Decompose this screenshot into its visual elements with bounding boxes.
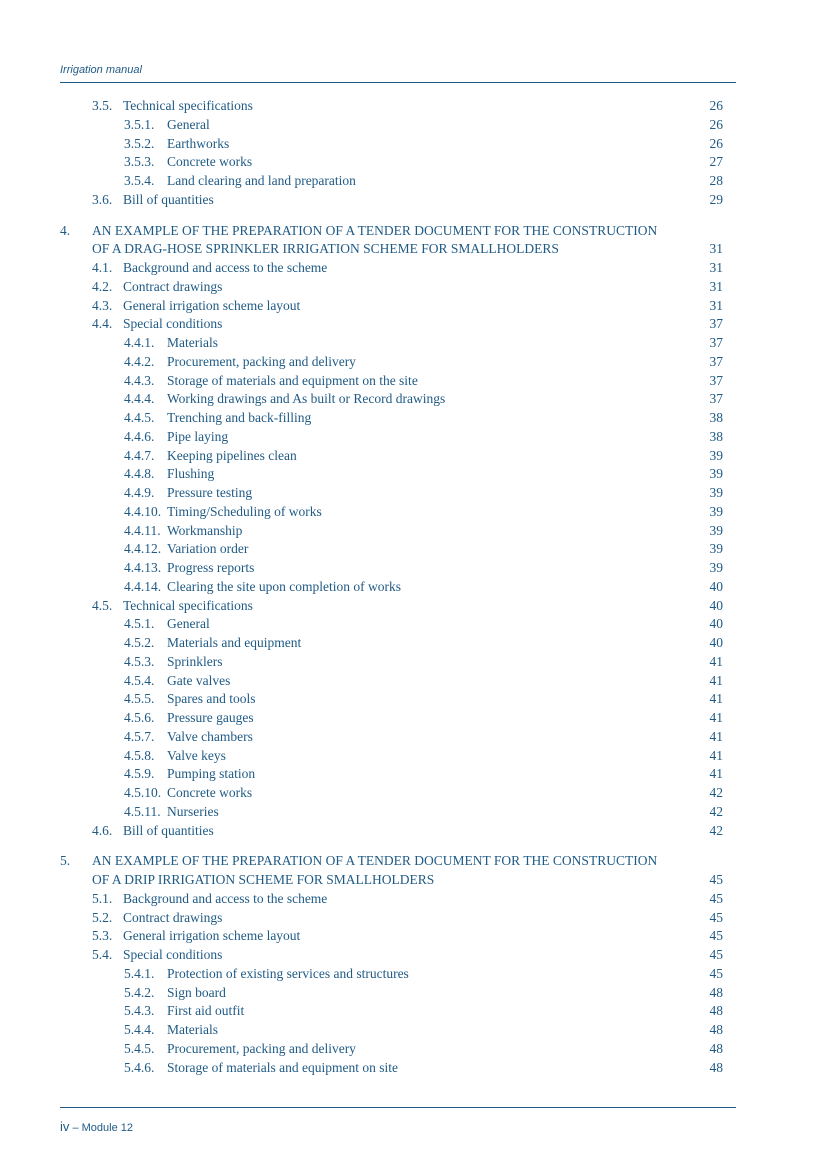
chapter-number: 5. <box>60 853 71 869</box>
toc-entry-number: 4.4.13. <box>124 560 162 575</box>
toc-entry-number: 4.5.8. <box>124 747 155 763</box>
toc-entry[interactable] <box>0 97 826 116</box>
toc-entry-title: Protection of existing services and structures <box>167 965 409 981</box>
toc-entry-number: 4.5.6. <box>124 710 155 725</box>
header-rule <box>60 82 736 83</box>
toc-entry-number: 4.4.4. <box>124 391 155 407</box>
toc-entry-page: 48 <box>709 1003 723 1019</box>
toc-entry[interactable] <box>0 765 826 784</box>
toc-entry-number: 4.4.9. <box>124 485 155 500</box>
toc-entry-number: 4.4.7. <box>124 447 155 463</box>
toc-entry-page: 27 <box>709 154 723 170</box>
toc-entry-page: 45 <box>709 928 723 944</box>
toc-entry-page: 45 <box>709 965 723 981</box>
toc-entry-page: 31 <box>709 278 723 294</box>
toc-entry-title: Keeping pipelines clean <box>167 447 297 463</box>
chapter-title-line-2: OF A DRAG-HOSE SPRINKLER IRRIGATION SCHEME FOR SMALLHOLDERS <box>92 241 559 257</box>
toc-entry[interactable] <box>0 191 826 210</box>
toc-entry[interactable] <box>0 334 826 353</box>
toc-entry[interactable] <box>0 747 826 766</box>
toc-entry-title: General <box>167 616 210 632</box>
toc-entry[interactable] <box>0 890 826 909</box>
toc-entry[interactable] <box>0 1059 826 1078</box>
chapter-4-entries <box>0 259 826 840</box>
toc-entry-number: 3.5.2. <box>124 135 155 151</box>
toc-entry-number: 4.5.7. <box>124 728 155 744</box>
toc-entry-number: 3.5.3. <box>124 154 155 170</box>
toc-entry-page: 37 <box>709 372 723 388</box>
toc-entry-page: 41 <box>709 691 723 707</box>
toc-entry[interactable] <box>0 653 826 672</box>
toc-entry-page: 39 <box>709 560 723 575</box>
toc-entry[interactable] <box>0 390 826 409</box>
toc-entry[interactable] <box>0 728 826 747</box>
toc-entry[interactable] <box>0 353 826 372</box>
toc-entry[interactable] <box>0 822 826 841</box>
toc-entry-number: 5.2. <box>92 909 113 925</box>
toc-entry-page: 48 <box>709 984 723 1000</box>
chapter-title-line-1: AN EXAMPLE OF THE PREPARATION OF A TENDER DOCUMENT FOR THE CONSTRUCTION <box>92 853 658 869</box>
toc-entry-page: 45 <box>709 947 723 962</box>
toc-entry-page: 40 <box>709 578 723 594</box>
toc-entry[interactable] <box>0 503 826 522</box>
chapter-5-entries <box>0 890 826 1078</box>
toc-entry-title: Earthworks <box>167 135 230 151</box>
toc-entry-title: Storage of materials and equipment on the site <box>167 372 418 388</box>
toc-entry-page: 48 <box>709 1022 723 1037</box>
toc-entry-page: 37 <box>709 335 723 350</box>
toc-entry[interactable] <box>0 909 826 928</box>
toc-entry-page: 29 <box>709 191 723 207</box>
toc-entry-number: 4.5. <box>92 597 113 613</box>
page-footer <box>60 1119 133 1134</box>
toc-entry-number: 4.5.5. <box>124 691 155 707</box>
toc-entry-title: Land clearing and land preparation <box>167 173 356 188</box>
toc-entry[interactable] <box>0 984 826 1003</box>
toc-entry-number: 4.4.5. <box>124 410 155 425</box>
chapter-page-number: 45 <box>709 872 723 887</box>
toc-entry-title: Pumping station <box>167 766 256 782</box>
toc-entry-title: Pressure gauges <box>167 710 254 725</box>
toc-entry-page: 48 <box>709 1059 723 1075</box>
toc-entry-number: 4.5.10. <box>124 785 162 800</box>
toc-entry-title: Special conditions <box>123 316 223 332</box>
toc-entry-number: 5.4.6. <box>124 1059 155 1075</box>
toc-entry[interactable] <box>0 946 826 965</box>
toc-entry[interactable] <box>0 172 826 191</box>
toc-entry-title: Contract drawings <box>123 278 223 294</box>
toc-entry-title: Nurseries <box>167 803 219 819</box>
toc-entry-title: Sign board <box>167 984 226 1000</box>
chapter-title-line-1: AN EXAMPLE OF THE PREPARATION OF A TENDER DOCUMENT FOR THE CONSTRUCTION <box>92 222 658 238</box>
toc-entry-title: Valve keys <box>167 747 226 763</box>
toc-entry-title: Special conditions <box>123 947 223 962</box>
toc-entry[interactable] <box>0 803 826 822</box>
toc-entry-page: 41 <box>709 766 723 782</box>
toc-entry-page: 42 <box>709 822 723 838</box>
toc-entry-title: Materials <box>167 1022 218 1037</box>
toc-entry[interactable] <box>0 135 826 154</box>
toc-entry-number: 5.4.4. <box>124 1022 155 1037</box>
toc-entry-title: Procurement, packing and delivery <box>167 1040 356 1056</box>
toc-entry-number: 4.5.1. <box>124 616 155 632</box>
toc-entry-number: 4.2. <box>92 278 113 294</box>
toc-entry-title: General irrigation scheme layout <box>123 928 301 944</box>
toc-entry-title: Pressure testing <box>167 485 253 500</box>
toc-entry[interactable] <box>0 1021 826 1040</box>
toc-entry-number: 5.4.5. <box>124 1040 155 1056</box>
toc-entry[interactable] <box>0 540 826 559</box>
toc-entry-number: 3.5. <box>92 98 113 113</box>
toc-entry[interactable] <box>0 315 826 334</box>
toc-entry-number: 5.4.1. <box>124 965 155 981</box>
toc-entry-page: 40 <box>709 597 723 613</box>
toc-entry[interactable] <box>0 428 826 447</box>
toc-entry[interactable] <box>0 278 826 297</box>
toc-entry[interactable] <box>0 153 826 172</box>
toc-entry-title: Flushing <box>167 466 215 482</box>
toc-entry[interactable] <box>0 1040 826 1059</box>
toc-entry-title: Sprinklers <box>167 653 223 669</box>
toc-entry-page: 48 <box>709 1040 723 1056</box>
toc-entry[interactable] <box>0 447 826 466</box>
toc-entry-number: 5.4.3. <box>124 1003 155 1019</box>
footer-rule <box>60 1107 736 1108</box>
table-of-contents <box>0 97 826 1077</box>
toc-entry[interactable] <box>0 259 826 278</box>
toc-entry-title: General <box>167 116 210 132</box>
toc-entry[interactable] <box>0 597 826 616</box>
toc-entry-number: 4.4.14. <box>124 578 162 594</box>
toc-entry-title: Background and access to the scheme <box>123 890 328 906</box>
toc-entry-number: 4.6. <box>92 822 113 838</box>
toc-entry-page: 39 <box>709 522 723 538</box>
toc-entry-title: Technical specifications <box>123 597 253 613</box>
toc-entry-number: 5.4.2. <box>124 984 155 1000</box>
toc-entry-number: 4.1. <box>92 260 113 275</box>
toc-entry-title: Materials and equipment <box>167 635 302 650</box>
toc-entry-page: 39 <box>709 541 723 557</box>
toc-entry-title: First aid outfit <box>167 1003 245 1019</box>
toc-entry-title: Contract drawings <box>123 909 223 925</box>
toc-entry[interactable] <box>0 927 826 946</box>
toc-entry[interactable] <box>0 672 826 691</box>
toc-entry-page: 41 <box>709 728 723 744</box>
toc-entry-title: Trenching and back-filling <box>167 410 312 425</box>
toc-entry-number: 4.4.6. <box>124 428 155 444</box>
toc-entry-number: 4.5.11. <box>124 803 161 819</box>
toc-entry-number: 3.6. <box>92 191 113 207</box>
toc-entry-title: Gate valves <box>167 672 231 688</box>
toc-entry-title: Working drawings and As built or Record drawings <box>167 391 446 407</box>
toc-entry-page: 45 <box>709 909 723 925</box>
toc-entry-page: 39 <box>709 447 723 463</box>
page-label: iv <box>60 1119 70 1134</box>
toc-entry-page: 39 <box>709 466 723 482</box>
running-header: Irrigation manual <box>60 64 142 76</box>
toc-entry-number: 4.4. <box>92 316 113 332</box>
toc-entry-page: 41 <box>709 710 723 725</box>
toc-entry-number: 3.5.1. <box>124 116 155 132</box>
toc-entry[interactable] <box>0 372 826 391</box>
toc-entry[interactable] <box>0 709 826 728</box>
toc-entry-number: 4.3. <box>92 297 113 313</box>
toc-entry-title: Timing/Scheduling of works <box>167 503 322 519</box>
toc-entry-number: 4.4.1. <box>124 335 155 350</box>
toc-entry-number: 3.5.4. <box>124 173 155 188</box>
toc-entry-page: 40 <box>709 616 723 632</box>
toc-entry-title: General irrigation scheme layout <box>123 297 301 313</box>
toc-entry-title: Concrete works <box>167 785 253 800</box>
toc-entry[interactable] <box>0 465 826 484</box>
toc-entry-number: 4.5.3. <box>124 653 155 669</box>
toc-entry-page: 37 <box>709 353 723 369</box>
toc-entry[interactable] <box>0 297 826 316</box>
toc-entry-title: Technical specifications <box>123 98 253 113</box>
toc-entry-page: 26 <box>709 98 723 113</box>
toc-entry-page: 26 <box>709 135 723 151</box>
toc-entry-title: Valve chambers <box>167 728 253 744</box>
toc-entry-page: 31 <box>709 297 723 313</box>
toc-entry[interactable] <box>0 1002 826 1021</box>
toc-entry-title: Storage of materials and equipment on site <box>167 1059 398 1075</box>
toc-entry-page: 28 <box>709 173 723 188</box>
toc-entry-title: Pipe laying <box>167 428 229 444</box>
toc-entry-page: 40 <box>709 635 723 650</box>
toc-entry-page: 42 <box>709 785 723 800</box>
toc-entry[interactable] <box>0 484 826 503</box>
toc-entry-title: Background and access to the scheme <box>123 260 328 275</box>
toc-entry[interactable] <box>0 784 826 803</box>
toc-entry-title: Variation order <box>167 541 249 557</box>
toc-entry[interactable] <box>0 409 826 428</box>
toc-entry-page: 31 <box>709 260 723 275</box>
toc-entry[interactable] <box>0 615 826 634</box>
toc-entry-number: 4.4.12. <box>124 541 162 557</box>
toc-entry[interactable] <box>0 634 826 653</box>
toc-entry-number: 4.5.9. <box>124 766 155 782</box>
toc-entry-number: 4.4.10. <box>124 503 162 519</box>
module-label: – Module 12 <box>69 1122 133 1134</box>
toc-entry-page: 26 <box>709 116 723 132</box>
toc-entry-title: Concrete works <box>167 154 253 170</box>
toc-entry-number: 4.5.2. <box>124 635 155 650</box>
toc-entry-title: Materials <box>167 335 218 350</box>
chapter-4-heading[interactable] <box>0 222 826 260</box>
toc-entry-page: 45 <box>709 890 723 906</box>
toc-entry-title: Bill of quantities <box>123 191 214 207</box>
chapter-5-heading[interactable] <box>0 852 826 890</box>
toc-entry-page: 41 <box>709 653 723 669</box>
toc-entry-page: 41 <box>709 672 723 688</box>
toc-entry-title: Procurement, packing and delivery <box>167 353 356 369</box>
toc-entry[interactable] <box>0 965 826 984</box>
toc-entry[interactable] <box>0 559 826 578</box>
toc-entry-number: 5.3. <box>92 928 113 944</box>
chapter-number: 4. <box>60 222 71 238</box>
toc-entry-page: 37 <box>709 316 723 332</box>
toc-entry[interactable] <box>0 116 826 135</box>
toc-entry-number: 5.4. <box>92 947 113 962</box>
toc-entry-page: 38 <box>709 428 723 444</box>
toc-entry-page: 39 <box>709 485 723 500</box>
toc-entry-title: Workmanship <box>167 522 243 538</box>
toc-entry-title: Spares and tools <box>167 691 256 707</box>
toc-entry-number: 4.5.4. <box>124 672 155 688</box>
toc-entry[interactable] <box>0 578 826 597</box>
toc-entry-number: 4.4.8. <box>124 466 155 482</box>
toc-entry-page: 42 <box>709 803 723 819</box>
toc-entry-title: Progress reports <box>167 560 255 575</box>
section-3-tail <box>0 97 826 210</box>
toc-entry-title: Bill of quantities <box>123 822 214 838</box>
toc-entry-number: 4.4.11. <box>124 522 161 538</box>
toc-entry[interactable] <box>0 690 826 709</box>
toc-entry-number: 4.4.2. <box>124 353 155 369</box>
toc-entry-title: Clearing the site upon completion of works <box>167 578 401 594</box>
chapter-page-number: 31 <box>709 241 723 257</box>
toc-entry-page: 39 <box>709 503 723 519</box>
toc-entry-page: 38 <box>709 410 723 425</box>
toc-entry-page: 41 <box>709 747 723 763</box>
chapter-title-line-2: OF A DRIP IRRIGATION SCHEME FOR SMALLHOLDERS <box>92 872 435 887</box>
toc-entry-number: 5.1. <box>92 890 113 906</box>
toc-entry-number: 4.4.3. <box>124 372 155 388</box>
toc-entry[interactable] <box>0 522 826 541</box>
toc-entry-page: 37 <box>709 391 723 407</box>
